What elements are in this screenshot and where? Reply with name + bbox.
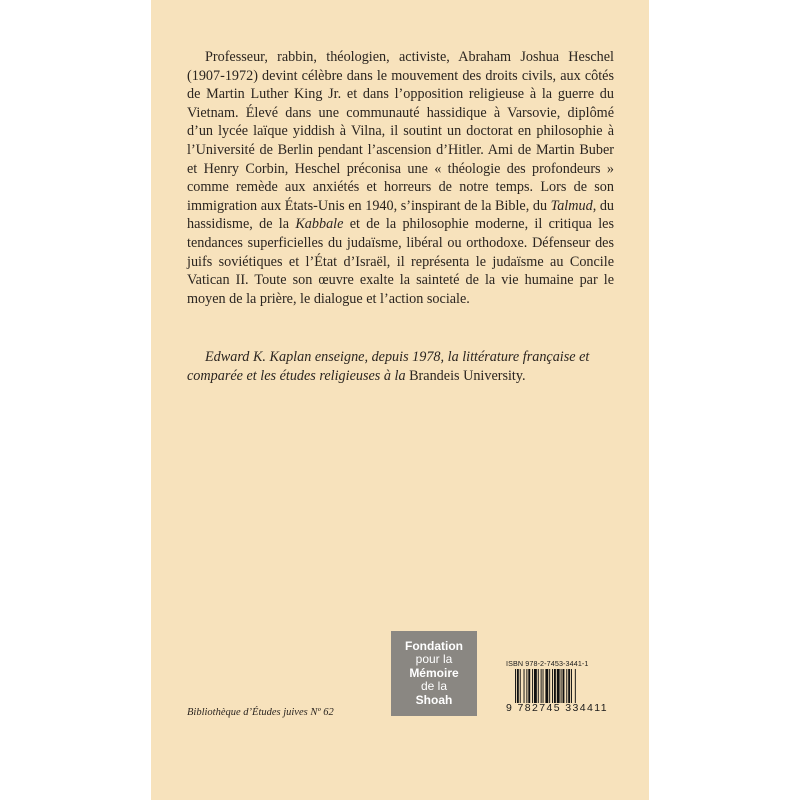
barcode-bar [545, 669, 548, 703]
translator-note [187, 348, 617, 385]
translator-note-roman: Brandeis University. [409, 367, 526, 384]
publisher-logo [391, 631, 477, 716]
barcode-bar [561, 669, 562, 703]
translator-note-italic: Edward K. Kaplan enseigne, depuis 1978, la littérature française et comparée et les études religieuses à la [187, 349, 590, 384]
barcode-bar [571, 669, 572, 703]
bio-text-1: Professeur, rabbin, théologien, activiste, Abraham Joshua Heschel (1907-1972) devint célèbre dans le mouvement des droits civils, aux côtés de Martin Luther King Jr. et dans l’opposition religieuse à la guerre du Vietnam. Élevé dans une communauté hassidique à Varsovie, diplômé d’un lycée laïque yiddish à Vilna, il soutint un doctorat en philosophie à l’Université de Berlin pendant l’ascension d’Hitler. Ami de Martin Buber et Henry Corbin, Heschel préconisa une « théologie des profondeurs » comme remède aux anxiétés et horreurs de notre temps. Lors de son immigration aux États-Unis en 1940, s’inspirant de la Bible, du [187, 49, 614, 214]
barcode-bar [526, 669, 527, 703]
bio-italic-talmud: Talmud [550, 197, 593, 214]
barcode-bar [528, 669, 530, 703]
barcode-bar [575, 669, 576, 703]
barcode-bar [532, 669, 533, 703]
barcode-bar [524, 669, 525, 703]
bio-italic-kabbale: Kabbale [295, 216, 344, 233]
logo-line-fondation: Fondation [405, 638, 463, 653]
series-label: Bibliothèque d’Études juives Nº 62 [187, 707, 334, 718]
barcode-bar [554, 669, 556, 703]
barcode-bar [520, 669, 521, 703]
barcode-bar [534, 669, 537, 703]
logo-line-de-la: de la [420, 679, 448, 694]
barcode-bar [543, 669, 544, 703]
barcode-bar [515, 669, 516, 703]
logo-line-shoah: Shoah [415, 692, 453, 707]
barcode-bar [517, 669, 519, 703]
barcode-bar [538, 669, 539, 703]
logo-line-pour-la: pour la [415, 652, 453, 667]
isbn-label: ISBN 978-2-7453-3441-1 [506, 659, 589, 668]
barcode-bar [568, 669, 570, 703]
logo-line-memoire: Mémoire [409, 665, 459, 680]
barcode-bar [563, 669, 565, 703]
barcode-bar [552, 669, 553, 703]
barcode-digits: 9 782745 334411 [506, 702, 608, 714]
barcode-bars [515, 669, 613, 703]
bio-text-2: , du hassidisme, de la [187, 197, 614, 233]
barcode-bar [557, 669, 560, 703]
barcode-bar [549, 669, 550, 703]
author-biography [187, 48, 614, 308]
barcode-bar [541, 669, 542, 703]
bio-text-3: et de la philosophie moderne, il critiqua les tendances superficielles du judaïsme, libéral ou orthodoxe. Défenseur des juifs soviétiques et l’État d’Israël, il représenta le judaïsme au Concile Vatican II. Toute son œuvre exalte la sainteté de la vie humaine par le moyen de la prière, le dialogue et l’action sociale. [187, 216, 614, 307]
barcode-bar [566, 669, 567, 703]
barcode-block [506, 659, 614, 715]
